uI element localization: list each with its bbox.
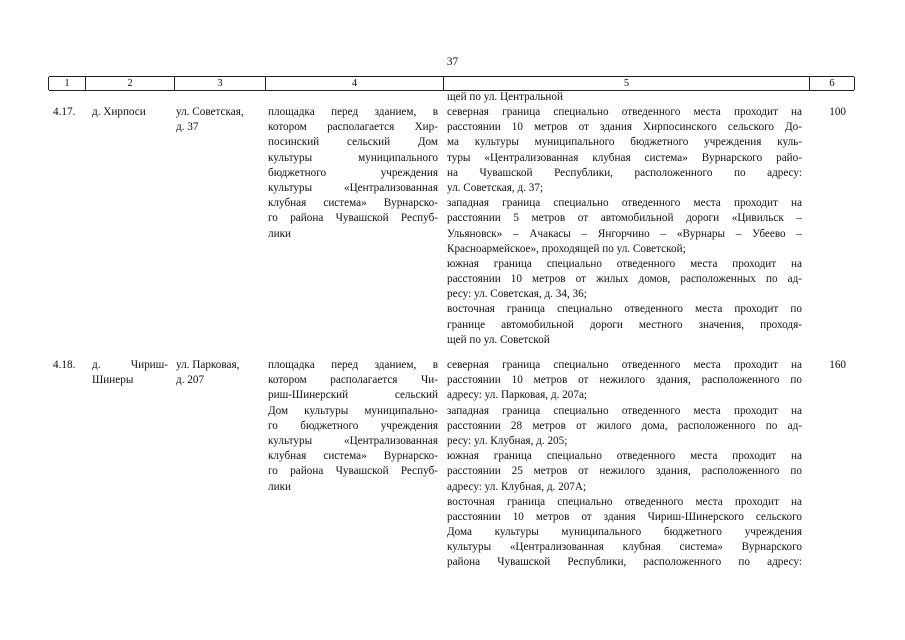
boundary-line: расстоянии 5 метров от автомобильной дороги «Цивильск – bbox=[447, 212, 802, 225]
locality bbox=[92, 358, 168, 388]
boundary-line: на Чувашской Республики, расположенного по адресу: bbox=[447, 166, 802, 179]
column-header-2: 2 bbox=[127, 78, 133, 89]
boundaries-description bbox=[447, 105, 802, 348]
continuation-text bbox=[447, 90, 802, 105]
address-line: ул. Советская, bbox=[176, 106, 244, 118]
boundary-line: западная граница специально отведенного места проходит на bbox=[447, 197, 802, 210]
column-header-4: 4 bbox=[351, 78, 358, 89]
site-line: посинский сельский Дом bbox=[268, 136, 438, 149]
boundary-line: расстоянии 10 метров от жилых домов, расположенных по ад- bbox=[447, 273, 802, 286]
boundary-line: восточная граница специально отведенного места проходит по bbox=[447, 303, 802, 316]
address-line: д. 37 bbox=[176, 121, 199, 134]
boundary-line: Красноармейское», проходящей по ул. Советской; bbox=[447, 242, 686, 255]
boundary-line: культуры «Централизованная клубная система» Вурнарского bbox=[447, 541, 802, 554]
boundary-line: расстоянии 10 метров от здания Чириш-Шинерского сельского bbox=[447, 510, 802, 523]
boundary-line: ул. Советская, д. 37; bbox=[447, 181, 544, 194]
boundary-line: туры «Централизованная клубная система» Вурнарского райо- bbox=[447, 151, 802, 164]
site-line: клубная система» Вурнарско- bbox=[268, 450, 438, 463]
boundary-line: границе автомобильной дороги местного значения, проходя- bbox=[447, 318, 802, 331]
capacity: 100 bbox=[829, 106, 846, 118]
site-line: культуры «Централизованная bbox=[268, 181, 438, 194]
site-line: клубная система» Вурнарско- bbox=[268, 197, 438, 210]
site-line: Дом культуры муниципально- bbox=[268, 404, 438, 417]
column-header-3: 3 bbox=[217, 78, 223, 89]
locality-line: д. Чириш- bbox=[92, 359, 168, 371]
site-line: котором располагается Хир- bbox=[268, 121, 438, 134]
column-header-1: 1 bbox=[64, 78, 70, 89]
address bbox=[176, 105, 262, 135]
site-line: го бюджетного учреждения bbox=[268, 419, 438, 432]
boundary-line: адресу: ул. Клубная, д. 207А; bbox=[447, 480, 587, 493]
boundary-line: северная граница специально отведенного места проходит на bbox=[447, 106, 802, 118]
column-header-5: 5 bbox=[623, 78, 630, 89]
boundary-line: ресу: ул. Советская, д. 34, 36; bbox=[447, 288, 587, 301]
site-line: го района Чувашской Респуб- bbox=[268, 212, 438, 225]
boundaries-description bbox=[447, 358, 802, 571]
boundary-line: Дома культуры муниципального бюджетного учреждения bbox=[447, 526, 802, 539]
address-line: д. 207 bbox=[176, 374, 205, 387]
locality-line: д. Хирпоси bbox=[92, 106, 146, 118]
site-line: культуры «Централизованная bbox=[268, 434, 438, 447]
boundary-line: Ульяновск» – Ачакасы – Янгорчино – «Вурнары – Убеево – bbox=[447, 227, 802, 240]
page-number: 37 bbox=[446, 56, 459, 68]
address-line: ул. Парковая, bbox=[176, 359, 240, 371]
site-line: площадка перед зданием, в bbox=[268, 359, 438, 371]
boundary-line: щей по ул. Советской bbox=[447, 333, 550, 346]
boundary-line: адресу: ул. Парковая, д. 207а; bbox=[447, 389, 588, 402]
boundary-line: ма культуры муниципального бюджетного учреждения куль- bbox=[447, 136, 802, 149]
boundary-line: южная граница специально отведенного места проходит на bbox=[447, 450, 802, 463]
site-line: площадка перед зданием, в bbox=[268, 106, 438, 118]
site-line: бюджетного учреждения bbox=[268, 166, 438, 179]
row-number: 4.17. bbox=[53, 106, 76, 118]
boundary-line: района Чувашской Республики, расположенного по адресу: bbox=[447, 556, 802, 569]
boundary-line: восточная граница специально отведенного места проходит на bbox=[447, 495, 802, 508]
boundary-line: расстоянии 10 метров от здания Хирпосинского сельского До- bbox=[447, 121, 802, 134]
address bbox=[176, 358, 262, 388]
continuation-line: щей по ул. Центральной bbox=[447, 91, 563, 103]
boundary-line: северная граница специально отведенного места проходит на bbox=[447, 359, 802, 371]
boundary-line: южная граница специально отведенного места проходит на bbox=[447, 257, 802, 270]
boundary-line: расстоянии 25 метров от нежилого здания, расположенного по bbox=[447, 465, 802, 478]
table-header bbox=[49, 76, 854, 91]
locality bbox=[92, 105, 174, 120]
boundary-line: расстоянии 10 метров от нежилого здания, расположенного по bbox=[447, 374, 802, 387]
column-header-6: 6 bbox=[829, 78, 835, 89]
site-line: котором располагается Чи- bbox=[268, 374, 438, 387]
row-number: 4.18. bbox=[53, 359, 76, 371]
capacity: 160 bbox=[829, 359, 846, 371]
site-description bbox=[268, 105, 438, 242]
boundary-line: западная граница специально отведенного места проходит на bbox=[447, 404, 802, 417]
locality-line: Шинеры bbox=[92, 374, 134, 387]
boundary-line: расстоянии 28 метров от жилого дома, расположенного по ад- bbox=[447, 419, 802, 432]
site-line: культуры муниципального bbox=[268, 151, 438, 164]
boundary-line: ресу: ул. Клубная, д. 205; bbox=[447, 434, 568, 447]
site-line: го района Чувашской Респуб- bbox=[268, 465, 438, 478]
site-description bbox=[268, 358, 438, 495]
site-line: лики bbox=[268, 480, 291, 493]
site-line: лики bbox=[268, 227, 291, 240]
site-line: риш-Шинерский сельский bbox=[268, 389, 438, 402]
